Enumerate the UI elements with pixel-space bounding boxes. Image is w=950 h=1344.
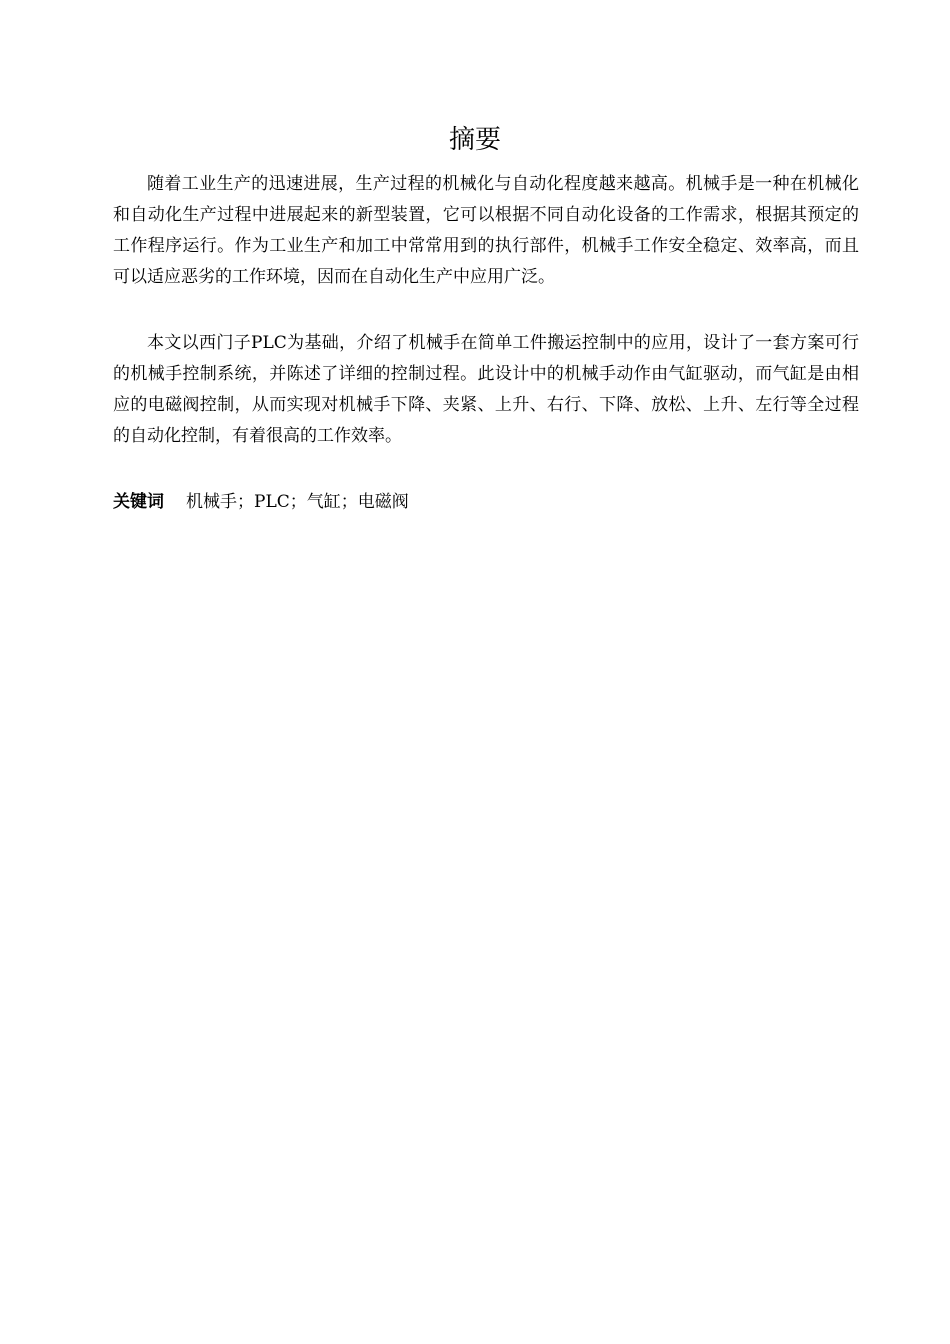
keywords-label: 关键词: [113, 492, 164, 512]
abstract-paragraph-1: 随着工业生产的迅速进展，生产过程的机械化与自动化程度越来越高。机械手是一种在机械化和自动化生产过程中进展起来的新型装置，它可以根据不同自动化设备的工作需求，根据其预定的工作程序运行。作为工业生产和加工中常常用到的执行部件，机械手工作安全稳定、效率高，而且可以适应恶劣的工作环境，因而在自动化生产中应用广泛。: [113, 174, 859, 287]
keywords-line: [113, 487, 859, 518]
abstract-paragraph-2: 本文以西门子PLC为基础，介绍了机械手在简单工件搬运控制中的应用，设计了一套方案可行的机械手控制系统，并陈述了详细的控制过程。此设计中的机械手动作由气缸驱动，而气缸是由相应的电磁阀控制，从而实现对机械手下降、夹紧、上升、右行、下降、放松、上升、左行等全过程的自动化控制，有着很高的工作效率。: [113, 333, 859, 446]
keywords-list: 机械手；PLC；气缸；电磁阀: [186, 492, 409, 512]
page-title: 摘要: [448, 125, 501, 155]
